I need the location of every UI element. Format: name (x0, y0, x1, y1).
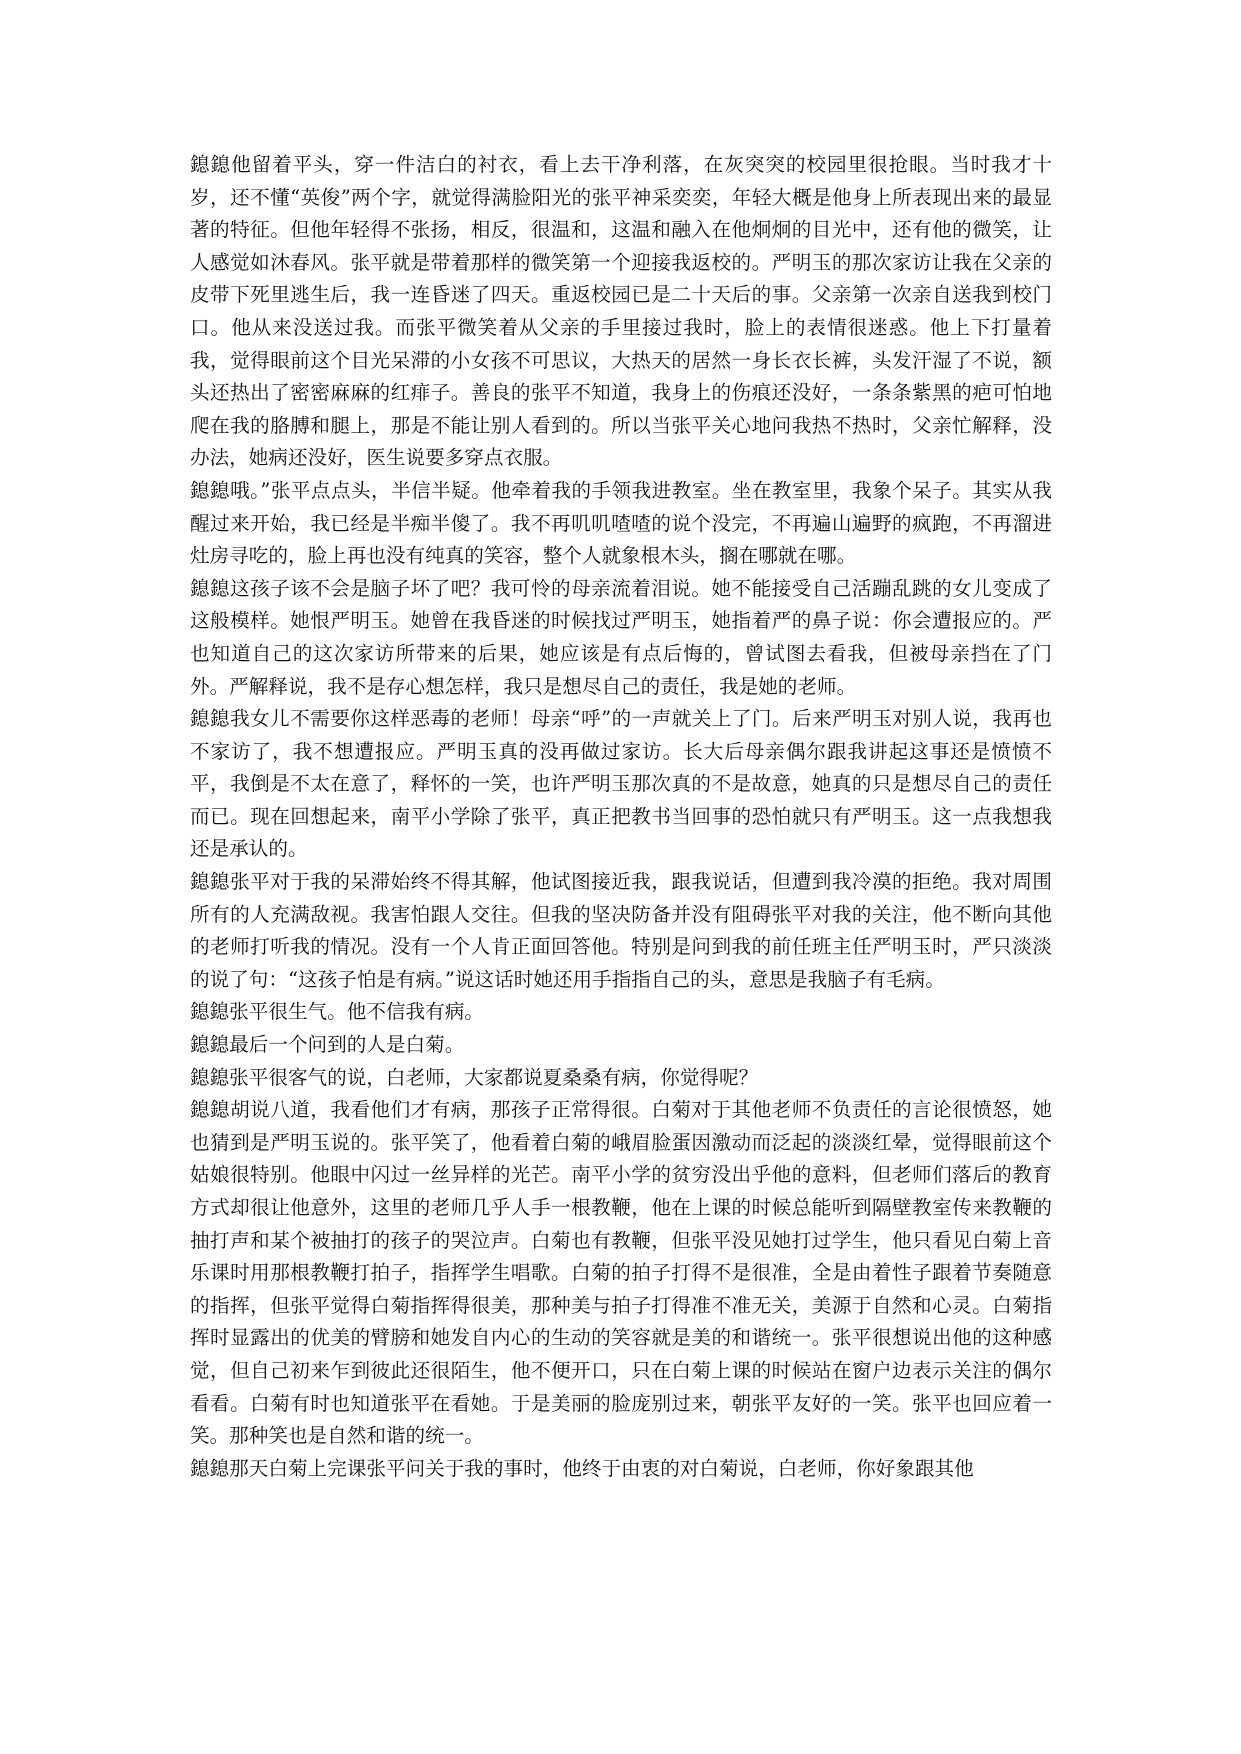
paragraph: 鎴鎴张平很生气。他不信我有病。 (190, 1000, 484, 1024)
paragraph: 鎴鎴张平很客气的说，白老师，大家都说夏桑桑有病，你觉得呢？ (190, 1065, 759, 1089)
paragraph: 鎴鎴最后一个问到的人是白菊。 (190, 1033, 465, 1057)
document-body (190, 149, 1052, 1485)
paragraph: 鎴鎴这孩子该不会是脑子坏了吧？我可怜的母亲流着泪说。她不能接受自己活蹦乱跳的女儿变成了这般模样。她恨严明玉。她曾在我昏迷的时候找过严明玉，她指着严的鼻子说：你会遭报应的。严也知道自己的这次家访所带来的后果，她应该是有点后悔的，曾试图去看我，但被母亲挡在了门外。严解释说，我不是存心想怎样，我只是想尽自己的责任，我是她的老师。 (190, 576, 1052, 698)
paragraph: 鎴鎴胡说八道，我看他们才有病，那孩子正常得很。白菊对于其他老师不负责任的言论很愤怒，她也猜到是严明玉说的。张平笑了，他看着白菊的峨眉脸蛋因激动而泛起的淡淡红晕，觉得眼前这个姑娘很特别。他眼中闪过一丝异样的光芒。南平小学的贫穷没出乎他的意料，但老师们落后的教育方式却很让他意外，这里的老师几乎人手一根教鞭，他在上课的时候总能听到隔壁教室传来教鞭的抽打声和某个被抽打的孩子的哭泣声。白菊也有教鞭，但张平没见她打过学生，他只看见白菊上音乐课时用那根教鞭打拍子，指挥学生唱歌。白菊的拍子打得不是很准，全是由着性子跟着节奏随意的指挥，但张平觉得白菊指挥得很美，那种美与拍子打得准不准无关，美源于自然和心灵。白菊指挥时显露出的优美的臂膀和她发自内心的生动的笑容就是美的和谐统一。张平很想说出他的这种感觉，但自己初来乍到彼此还很陌生，他不便开口，只在白菊上课的时候站在窗户边表示关注的偶尔看看。白菊有时也知道张平在看她。于是美丽的脸庞别过来，朝张平友好的一笑。张平也回应着一笑。那种笑也是自然和谐的统一。 (190, 1098, 1052, 1448)
paragraph: 鎴鎴他留着平头，穿一件洁白的衬衣，看上去干净利落，在灰突突的校园里很抢眼。当时我才十岁，还不懂“英俊”两个字，就觉得满脸阳光的张平神采奕奕，年轻大概是他身上所表现出来的最显著的特征。但他年轻得不张扬，相反，很温和，这温和融入在他炯炯的目光中，还有他的微笑，让人感觉如沐春风。张平就是带着那样的微笑第一个迎接我返校的。严明玉的那次家访让我在父亲的皮带下死里逃生后，我一连昏迷了四天。重返校园已是二十天后的事。父亲第一次亲自送我到校门口。他从来没送过我。而张平微笑着从父亲的手里接过我时，脸上的表情很迷惑。他上下打量着我，觉得眼前这个目光呆滞的小女孩不可思议，大热天的居然一身长衣长裤，头发汗湿了不说，额头还热出了密密麻麻的红痱子。善良的张平不知道，我身上的伤痕还没好，一条条紫黑的疤可怕地爬在我的胳膊和腿上，那是不能让别人看到的。所以当张平关心地问我热不热时，父亲忙解释，没办法，她病还没好，医生说要多穿点衣服。 (190, 153, 1052, 470)
paragraph: 鎴鎴我女儿不需要你这样恶毒的老师！母亲“呼”的一声就关上了门。后来严明玉对别人说，我再也不家访了，我不想遭报应。严明玉真的没再做过家访。长大后母亲偶尔跟我讲起这事还是愤愤不平，我倒是不太在意了，释怀的一笑，也许严明玉那次真的不是故意，她真的只是想尽自己的责任而已。现在回想起来，南平小学除了张平，真正把教书当回事的恐怕就只有严明玉。这一点我想我还是承认的。 (190, 707, 1052, 861)
paragraph: 鎴鎴哦。”张平点点头，半信半疑。他牵着我的手领我进教室。坐在教室里，我象个呆子。其实从我醒过来开始，我已经是半痴半傻了。我不再叽叽喳喳的说个没完，不再遍山遍野的疯跑，不再溜进灶房寻吃的，脸上再也没有纯真的笑容，整个人就象根木头，搁在哪就在哪。 (190, 478, 1052, 568)
paragraph: 鎴鎴那天白菊上完课张平问关于我的事时，他终于由衷的对白菊说，白老师，你好象跟其他 (190, 1456, 974, 1480)
paragraph: 鎴鎴张平对于我的呆滞始终不得其解，他试图接近我，跟我说话，但遭到我冷漠的拒绝。我对周围所有的人充满敌视。我害怕跟人交往。但我的坚决防备并没有阻碍张平对我的关注，他不断向其他的老师打听我的情况。没有一个人肯正面回答他。特别是问到我的前任班主任严明玉时，严只淡淡的说了句：“这孩子怕是有病。”说这话时她还用手指指自己的头，意思是我脑子有毛病。 (190, 870, 1052, 991)
